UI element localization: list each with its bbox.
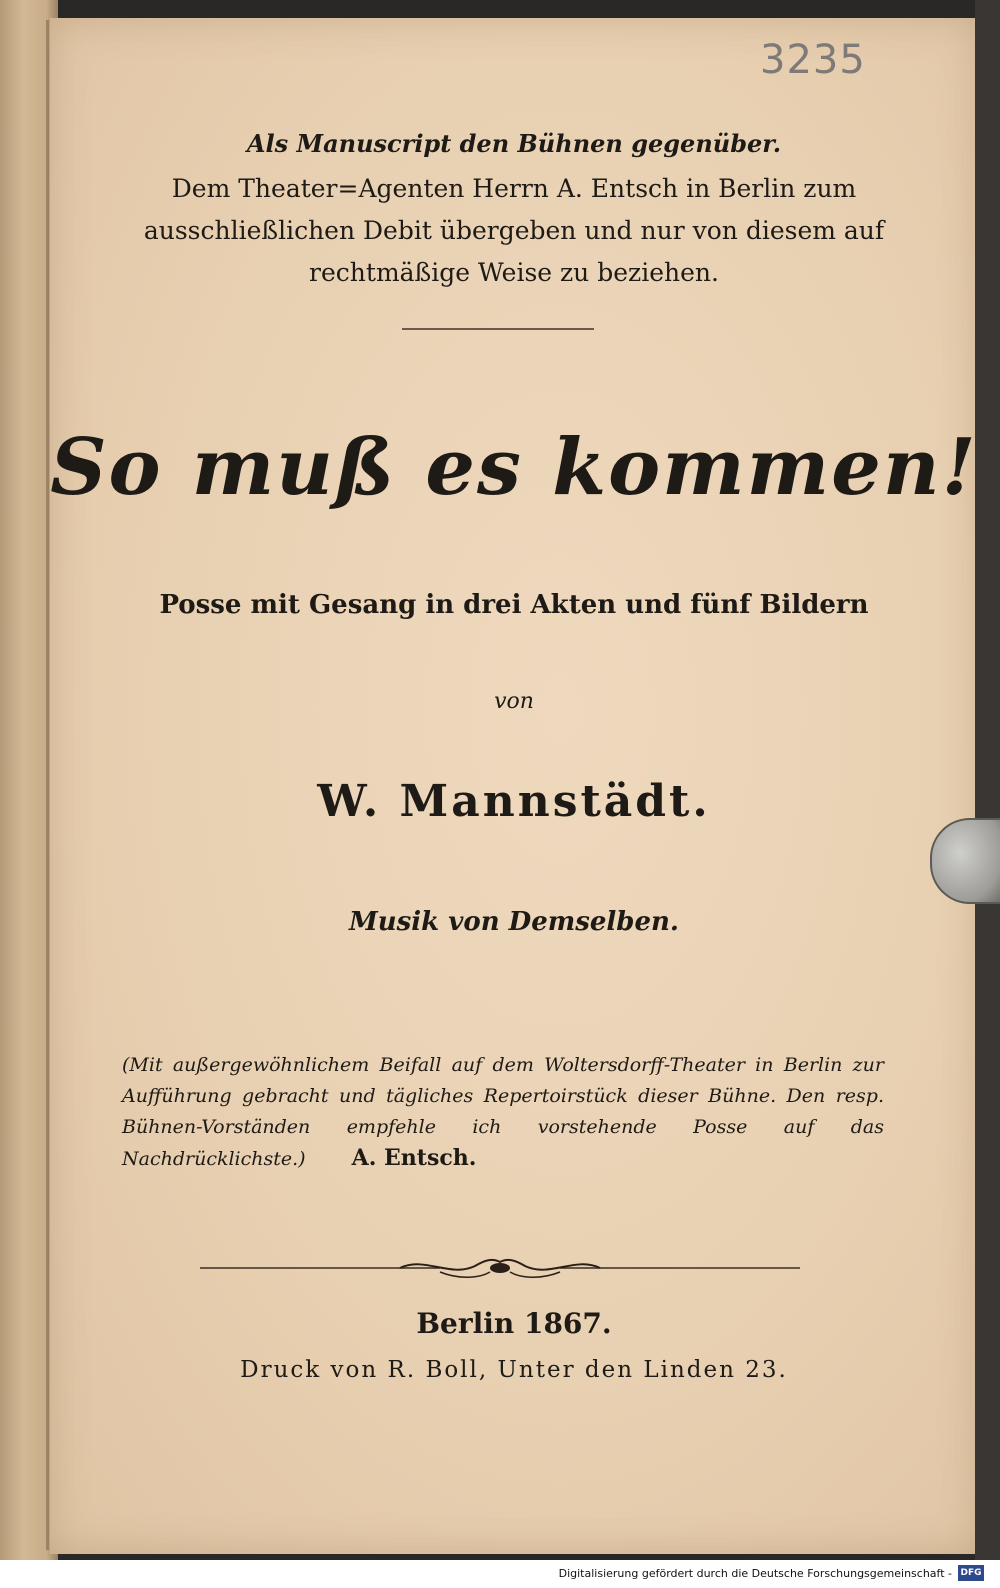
note-signature: A. Entsch.: [351, 1145, 477, 1171]
music-credit: Musik von Demselben.: [348, 907, 679, 937]
manuscript-notice: Als Manuscript den Bühnen gegenüber.: [246, 129, 782, 158]
author-name: W. Mannstädt.: [317, 776, 711, 827]
dfg-logo: DFG: [958, 1565, 984, 1581]
divider-rule: [402, 328, 594, 330]
footer-credit: Digitalisierung gefördert durch die Deutsche Forschungsgemeinschaft -: [558, 1567, 952, 1580]
place-year: Berlin 1867.: [416, 1307, 612, 1340]
printer-line: Druck von R. Boll, Unter den Linden 23.: [240, 1357, 788, 1383]
performance-note-text: (Mit außergewöhnlichem Beifall auf dem Woltersdorff-Theater in Berlin zur Aufführung gebracht und tägliches Repertoirstück dieser Bühne. Den resp. Bühnen-Vorständen empfehle ich vorstehende Posse auf das Nachdrücklichste.): [122, 1054, 884, 1170]
agent-notice: Dem Theater=Agenten Herrn A. Entsch in Berlin zum ausschließlichen Debit übergeben und nur von diesem auf rechtmäßige Weise zu beziehen.: [143, 174, 885, 287]
page-title: So muß es kommen!: [50, 422, 978, 513]
shelfmark-number: 3235: [760, 37, 866, 83]
ornament-divider: [200, 1248, 800, 1284]
scanner-background: [975, 0, 1000, 1560]
page-subtitle: Posse mit Gesang in drei Akten und fünf Bildern: [159, 590, 869, 620]
by-label: von: [494, 689, 534, 714]
page-edge-line: [46, 20, 49, 1550]
performance-note: [122, 1050, 884, 1175]
